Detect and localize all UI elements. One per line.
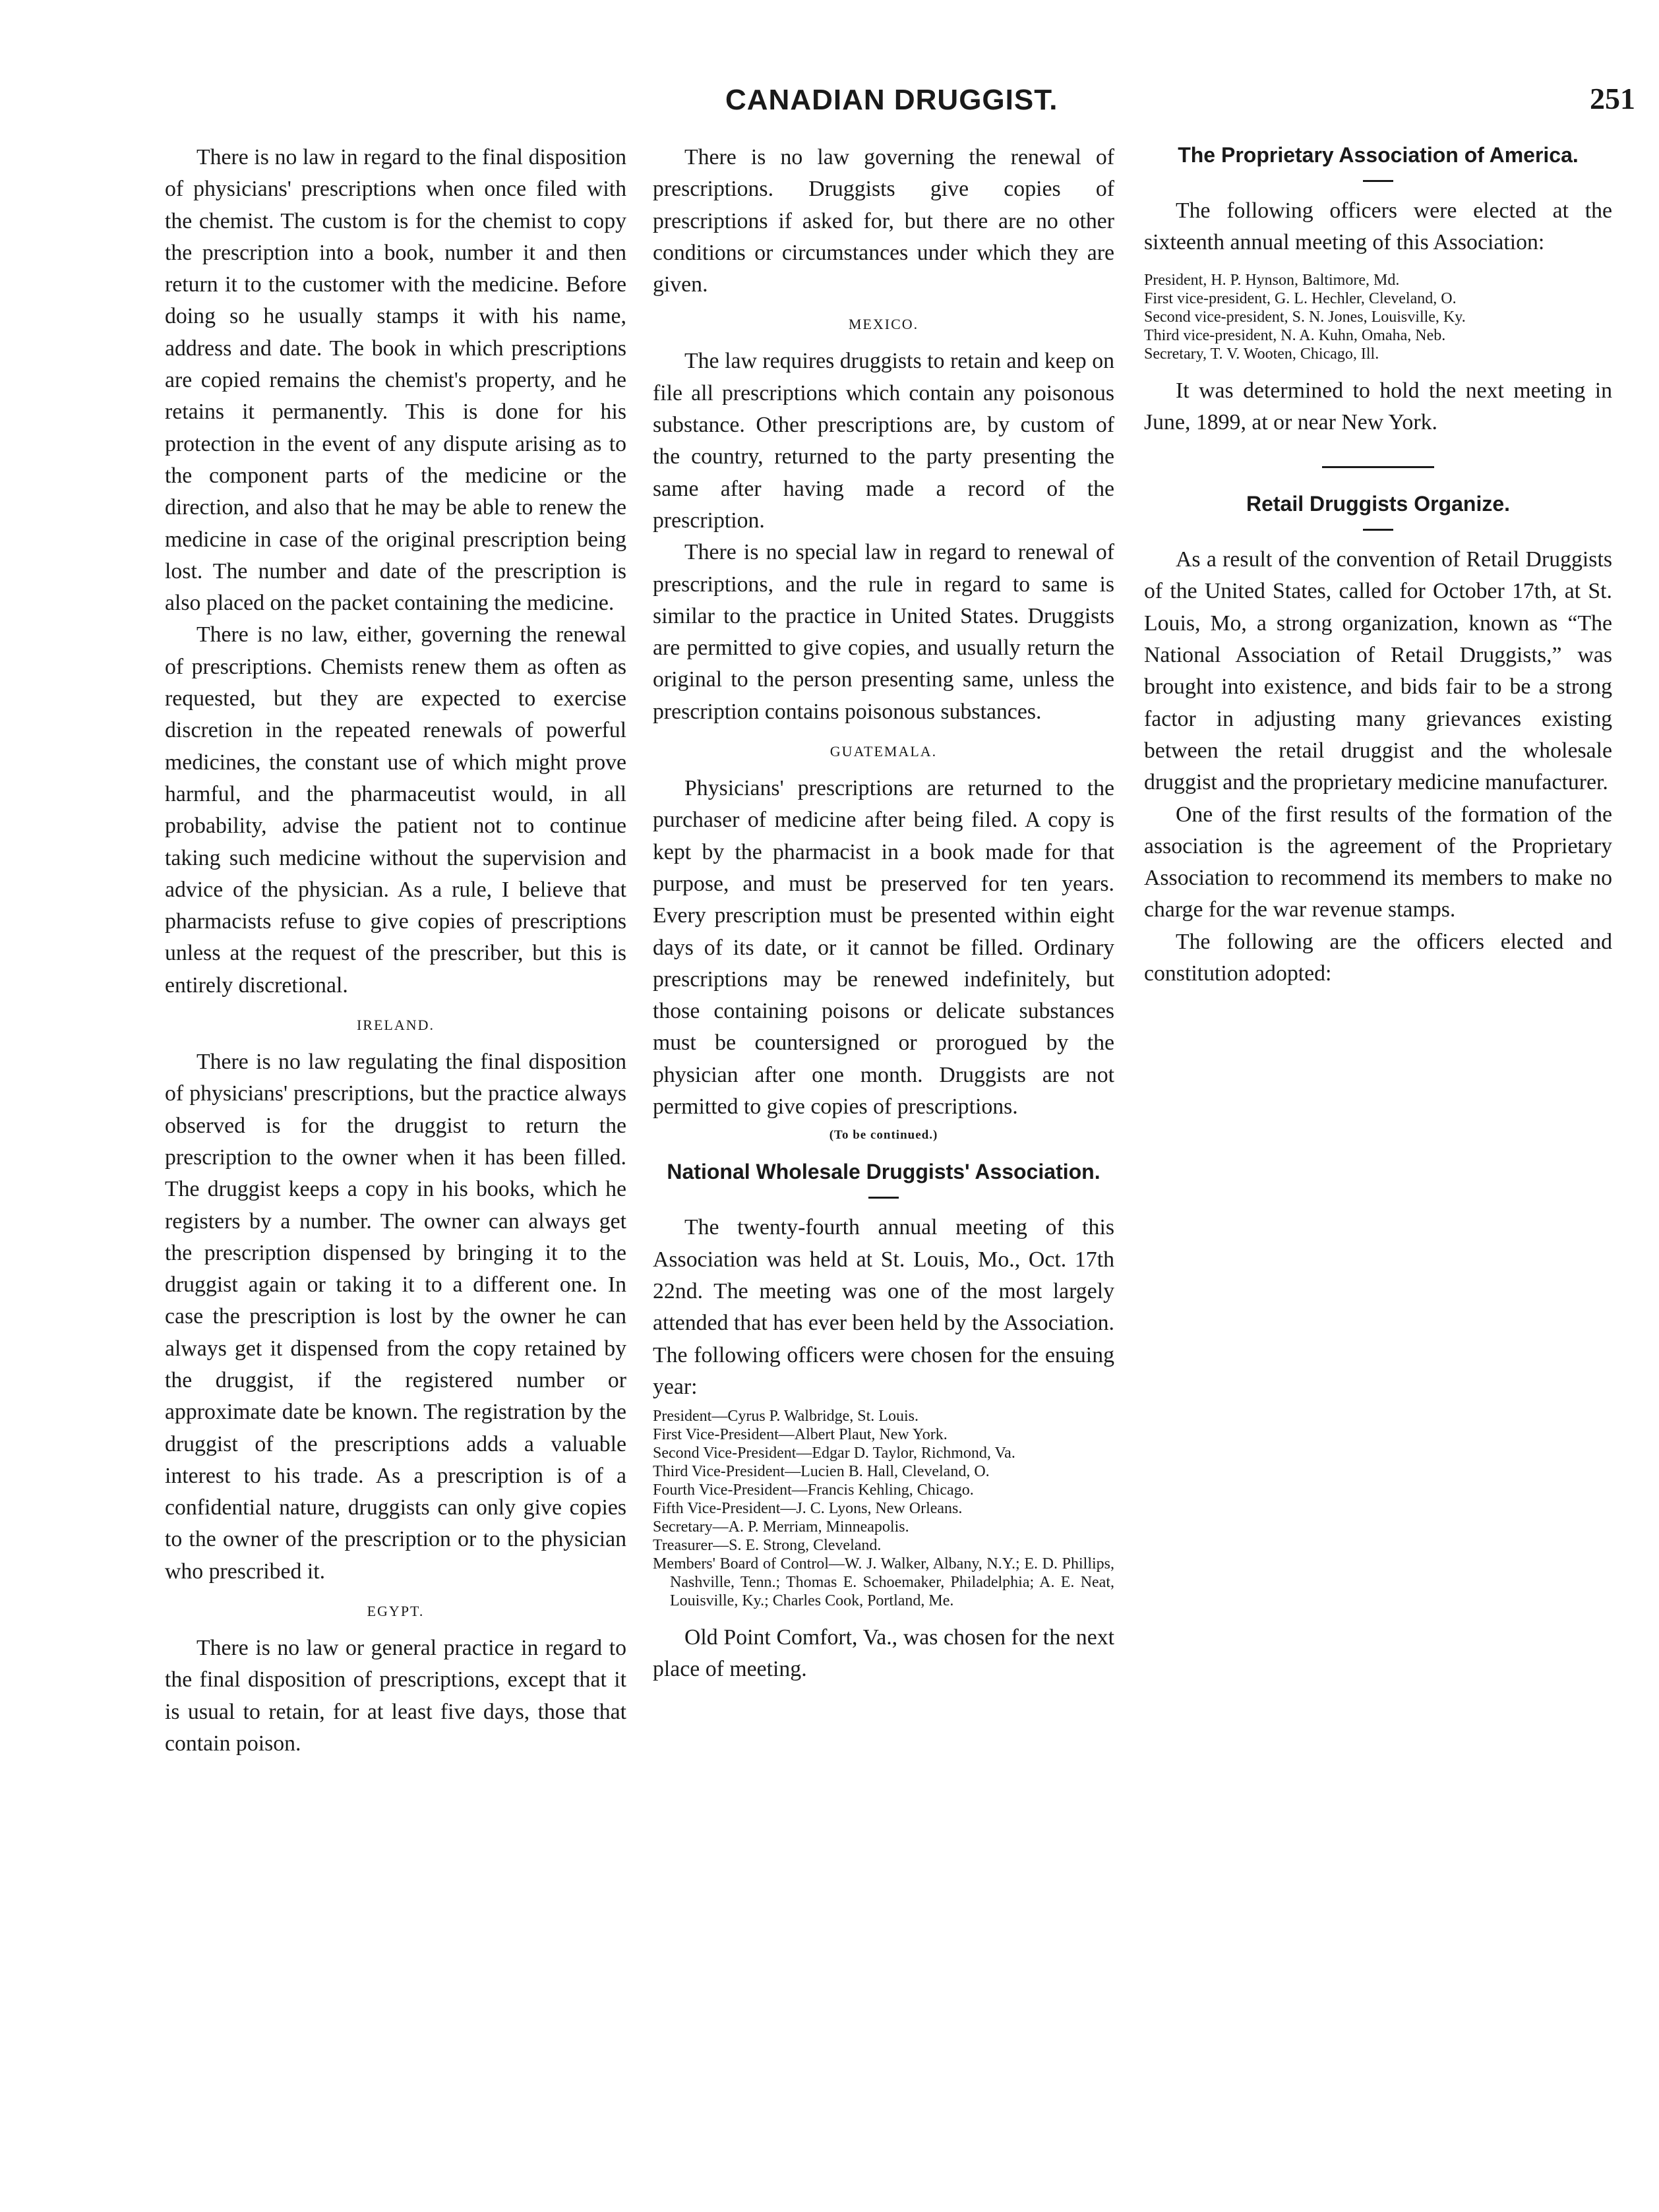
paragraph: The following are the officers elected and constitution adopted:	[1144, 929, 1612, 986]
officer-list	[653, 1407, 1114, 1610]
section-heading-egypt: EGYPT.	[367, 1603, 425, 1620]
title-dash	[1363, 180, 1393, 182]
paragraph: The following officers were elected at the sixteenth annual meeting of this Association:	[1144, 198, 1612, 255]
paragraph: As a result of the convention of Retail Druggists of the United States, called for October 17th, at St. Louis, Mo, a strong organization, known as “The National Association of Retail Druggists,” was brought into existence, and bids fair to be a strong factor in adjusting many grievances existing between the retail druggist and the wholesale druggist and the proprietary medicine manufacturer.	[1144, 547, 1612, 795]
officer-entry: Third vice-president, N. A. Kuhn, Omaha, Neb.	[1144, 326, 1446, 344]
officer-entry: Second vice-president, S. N. Jones, Louisville, Ky.	[1144, 308, 1466, 326]
paragraph: Old Point Comfort, Va., was chosen for the next place of meeting.	[653, 1625, 1114, 1682]
section-heading-ireland: IRELAND.	[356, 1017, 435, 1034]
officer-entry: Secretary, T. V. Wooten, Chicago, Ill.	[1144, 345, 1379, 363]
paragraph: There is no law or general practice in regard to the final disposition of prescriptions, except that it is usual to retain, for at least five days, those that contain poison.	[165, 1636, 626, 1756]
paragraph: There is no special law in regard to renewal of prescriptions, and the rule in regard to same is similar to the practice in United States. Druggists are permitted to give copies, and usually return the original to the person presenting same, unless the prescription contains poisonous substances.	[653, 540, 1114, 724]
section-heading-mexico: MEXICO.	[848, 316, 919, 333]
officer-entry: Fourth Vice-President—Francis Kehling, Chicago.	[653, 1481, 974, 1499]
section-heading-guatemala: GUATEMALA.	[830, 743, 938, 760]
article-title-paa: The Proprietary Association of America.	[1178, 143, 1579, 167]
paragraph: There is no law regulating the final disposition of physicians' prescriptions, but the practice always observed is for the druggist to return the prescription to the owner when it has been filled. The druggist keeps a copy in his books, which he registers by a number. The owner can always get the prescription dispensed by bringing it to the druggist again or taking it to a different one. In case the prescription is lost by the owner he can always get it dispensed from the copy retained by the druggist, if the registered number or approximate date be known. The registration by the druggist of the prescriptions adds a valuable interest to his trade. As a prescription is of a confidential nature, druggists can only give copies to the owner of the prescription or to the physician who prescribed it.	[165, 1050, 626, 1584]
running-title: CANADIAN DRUGGIST.	[725, 84, 1058, 116]
page-number: 251	[1590, 82, 1635, 115]
officer-entry: President, H. P. Hynson, Baltimore, Md.	[1144, 271, 1400, 289]
page-header	[165, 76, 1635, 129]
paragraph: There is no law in regard to the final disposition of physicians' prescriptions when once filed with the chemist. The custom is for the chemist to copy the prescription into a book, number it and then return it to the customer with the medicine. Before doing so he usually stamps it with his name, address and date. The book in which prescriptions are copied remains the chemist's property, and he retains it permanently. This is done for his protection in the event of any dispute arising as to the component parts of the medicine or the direction, and also that he may be able to renew the medicine in case of the original prescription being lost. The number and date of the prescription is also placed on the packet containing the medicine.	[165, 145, 626, 616]
section-rule	[1322, 466, 1434, 468]
officer-entry: Members' Board of Control—W. J. Walker, Albany, N.Y.; E. D. Phillips, Nashville, Tenn.; Thomas E. Schoemaker, Philadelphia; A. E. Neat, Louisville, Ky.; Charles Cook, Portland, Me.	[653, 1555, 1114, 1610]
officer-entry: Third Vice-President—Lucien B. Hall, Cleveland, O.	[653, 1463, 990, 1481]
article-title-retail: Retail Druggists Organize.	[1246, 492, 1511, 516]
officer-entry: First vice-president, G. L. Hechler, Cleveland, O.	[1144, 289, 1457, 307]
paragraph: One of the first results of the formation of the association is the agreement of the Proprietary Association to recommend its members to make no charge for the war revenue stamps.	[1144, 802, 1612, 922]
column-3	[1144, 142, 1612, 995]
paragraph: There is no law, either, governing the renewal of prescriptions. Chemists renew them as often as requested, but they are expected to exercise discretion in the repeated renewals of powerful medicines, the constant use of which might prove harmful, and the pharmaceutist would, in all probability, advise the patient not to continue taking such medicine without the supervision and advice of the physician. As a rule, I believe that pharmacists refuse to give copies of prescriptions unless at the request of the prescriber, but this is entirely discretional.	[165, 622, 626, 998]
officer-entry: Secretary—A. P. Merriam, Minneapolis.	[653, 1518, 909, 1536]
officer-entry: President—Cyrus P. Walbridge, St. Louis.	[653, 1408, 919, 1425]
paragraph: The twenty-fourth annual meeting of this Association was held at St. Louis, Mo., Oct. 17th 22nd. The meeting was one of the most largely attended that has ever been held by the Association. The following officers were chosen for the ensuing year:	[653, 1215, 1114, 1399]
article-title-nwda: National Wholesale Druggists' Association.	[667, 1160, 1101, 1184]
officer-list	[1144, 271, 1612, 363]
officer-entry: Treasurer—S. E. Strong, Cleveland.	[653, 1537, 882, 1555]
officer-entry: Fifth Vice-President—J. C. Lyons, New Orleans.	[653, 1500, 963, 1518]
column-2	[653, 142, 1114, 1686]
paragraph: Physicians' prescriptions are returned to the purchaser of medicine after being filed. A copy is kept by the pharmacist in a book made for that purpose, and must be preserved for ten years. Every prescription must be presented within eight days of its date, or it cannot be filled. Ordinary prescriptions may be renewed indefinitely, but those containing poisons or delicate substances must be countersigned or prorogued by the physician after one month. Druggists are not permitted to give copies of prescriptions.	[653, 776, 1114, 1120]
title-dash	[1363, 529, 1393, 531]
paragraph: The law requires druggists to retain and keep on file all prescriptions which contain any poisonous substance. Other prescriptions are, by custom of the country, returned to the party presenting the same after having made a record of the prescription.	[653, 349, 1114, 533]
officer-entry: First Vice-President—Albert Plaut, New York.	[653, 1426, 948, 1444]
paragraph: There is no law governing the renewal of prescriptions. Druggists give copies of prescriptions if asked for, but there are no other conditions or circumstances under which they are given.	[653, 145, 1114, 297]
continued-note: (To be continued.)	[829, 1128, 938, 1143]
paragraph: It was determined to hold the next meeting in June, 1899, at or near New York.	[1144, 378, 1612, 434]
officer-entry: Second Vice-President—Edgar D. Taylor, Richmond, Va.	[653, 1445, 1015, 1462]
title-dash	[868, 1197, 899, 1199]
column-1	[165, 142, 626, 1760]
